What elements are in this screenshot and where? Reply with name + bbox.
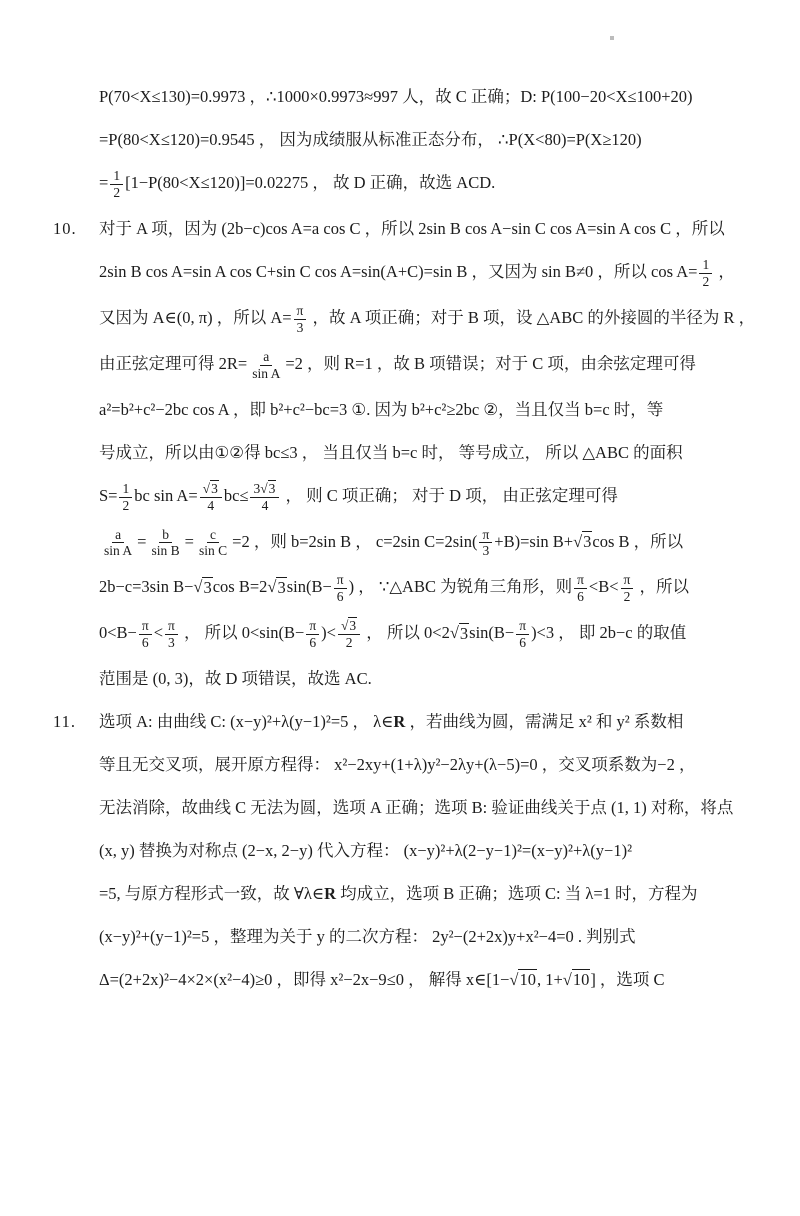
text-line: 无法消除，故曲线 C 无法为圆，选项 A 正确；选项 B: 验证曲线关于点 (1, 1) 对称，将点	[99, 798, 734, 818]
sqrt-radical: √3	[260, 480, 276, 496]
fraction: $\frac{a}{\text{sin A}}$	[104, 526, 133, 559]
text-line: 又因为 A∈(0, π) ，所以 A= $\frac{\pi}{3}$ ，故 A 项正确；对于 B 项，设 △ABC 的外接圆的半径为 R ，	[99, 302, 756, 335]
text-line: a²=b²+c²−2bc cos A ，即 b²+c²−bc=3 ①. 因为 b²+c²≥2bc ②，当且仅当 b=c 时，等	[99, 399, 664, 419]
fraction: $\frac{1}{2}$	[699, 257, 712, 290]
text-line: 2sin B cos A=sin A cos C+sin C cos A=sin(A+C)=sin B ，又因为 sin B≠0 ，所以 cos A= $\frac{1}{2}$ ，	[99, 256, 735, 289]
fraction: $\frac{a}{\text{sin A}}$	[252, 348, 281, 381]
fraction: $\frac{\pi}{3}$	[165, 618, 178, 651]
fraction: $\frac{3√3}{4}$	[250, 481, 279, 514]
scan-speck	[610, 36, 614, 40]
fraction: $\frac{\pi}{2}$	[621, 572, 634, 605]
fraction: $\frac{√3}{4}$	[200, 481, 222, 514]
solution-block	[53, 707, 748, 995]
text-line: 0<B− $\frac{\pi}{6}$ < $\frac{\pi}{3}$ ， 所以 0<sin(B− $\frac{\pi}{6}$ )< $\frac{√3}{2}$ ， 所以 0<2√3sin(B− $\frac{\pi}{6}$ )<3 ， 即 2b−c 的取值	[99, 618, 687, 651]
fraction: $\frac{\pi}{6}$	[334, 572, 347, 605]
item-number: 10.	[53, 218, 77, 238]
text-line: 范围是 (0, 3)，故 D 项错误，故选 AC.	[99, 669, 372, 689]
text-line: 2b−c=3sin B−√3cos B=2√3sin(B− $\frac{\pi}{6}$ ) ， ∵△ABC 为锐角三角形，则 $\frac{\pi}{6}$ <B< $\frac{\pi}{2}$ ，所以	[99, 572, 689, 605]
sqrt-radical: √10	[562, 970, 590, 990]
fraction: $\frac{\pi}{6}$	[574, 572, 587, 605]
fraction: $\frac{1}{2}$	[110, 168, 123, 201]
fraction: $\frac{\pi}{3}$	[294, 303, 307, 336]
fraction: $\frac{\pi}{6}$	[516, 618, 529, 651]
sqrt-radical: √3	[449, 623, 469, 643]
text-line: 选项 A: 由曲线 C: (x−y)²+λ(y−1)²=5 ， λ∈R ，若曲线为圆，需满足 x² 和 y² 系数相	[99, 712, 684, 732]
solution-block	[99, 82, 748, 201]
fraction: $\frac{\pi}{6}$	[306, 618, 319, 651]
fraction: $\frac{\pi}{3}$	[479, 527, 492, 560]
fraction: $\frac{b}{\text{sin B}}$	[151, 526, 180, 559]
text-line: (x, y) 替换为对称点 (2−x, 2−y) 代入方程： (x−y)²+λ(2−y−1)²=(x−y)²+λ(y−1)²	[99, 841, 633, 861]
text-line: = $\frac{1}{2}$ [1−P(80<X≤120)]=0.02275 ， 故 D 正确，故选 ACD.	[99, 168, 496, 200]
text-line: (x−y)²+(y−1)²=5 ，整理为关于 y 的二次方程： 2y²−(2+2x)y+x²−4=0 . 判别式	[99, 927, 636, 947]
sqrt-radical: √3	[340, 618, 357, 634]
fraction: $\frac{√3}{2}$	[338, 618, 360, 651]
text-line: 对于 A 项，因为 (2b−c)cos A=a cos C ，所以 2sin B cos A−sin C cos A=sin A cos C ，所以	[99, 218, 725, 238]
text-line: $\frac{a}{\text{sin A}}$ = $\frac{b}{\text{sin B}}$ = $\frac{c}{\text{sin C}}$ =2 ，则 b=2sin B ， c=2sin C=2sin( $\frac{\pi}{3}$ +B)=sin B+√3cos B ，所以	[99, 527, 748, 560]
fraction: $\frac{c}{\text{sin C}}$	[198, 526, 228, 559]
text-line: 由正弦定理可得 2R= $\frac{a}{\text{sin A}}$ =2 ，则 R=1 ，故 B 项错误；对于 C 项，由余弦定理可得	[99, 348, 696, 381]
sqrt-radical: √10	[509, 970, 536, 990]
text-line: 号成立，所以由①②得 bc≤3 ， 当且仅当 b=c 时， 等号成立， 所以 △ABC 的面积	[99, 442, 683, 462]
sqrt-radical: √3	[267, 577, 286, 597]
sqrt-radical: √3	[202, 480, 218, 496]
item-number: 11.	[53, 712, 77, 732]
sqrt-radical: √3	[193, 577, 212, 597]
fraction: $\frac{\pi}{6}$	[139, 618, 152, 651]
text-line: Δ=(2+2x)²−4×2×(x²−4)≥0 ，即得 x²−2x−9≤0 ， 解得 x∈[1−√10, 1+√10] ，选项 C	[99, 970, 665, 990]
text-line: =5, 与原方程形式一致，故 ∀λ∈R 均成立，选项 B 正确；选项 C: 当 λ=1 时，方程为	[99, 884, 698, 904]
sqrt-radical: √3	[573, 531, 592, 551]
text-line: 等且无交叉项，展开原方程得： x²−2xy+(1+λ)y²−2λy+(λ−5)=0 ，交叉项系数为−2 ，	[99, 755, 696, 775]
fraction: $\frac{1}{2}$	[119, 481, 132, 514]
text-line: S= $\frac{1}{2}$ bc sin A= $\frac{√3}{4}$ bc≤ $\frac{3√3}{4}$ ， 则 C 项正确； 对于 D 项， 由正弦定理可得	[99, 480, 618, 513]
text-line: P(70<X≤130)=0.9973 ，∴1000×0.9973≈997 人，故 C 正确；D: P(100−20<X≤100+20)	[99, 87, 693, 106]
solution-block	[53, 214, 756, 694]
text-line: =P(80<X≤120)=0.9545 ， 因为成绩服从标准正态分布， ∴P(X<80)=P(X≥120)	[99, 130, 642, 149]
